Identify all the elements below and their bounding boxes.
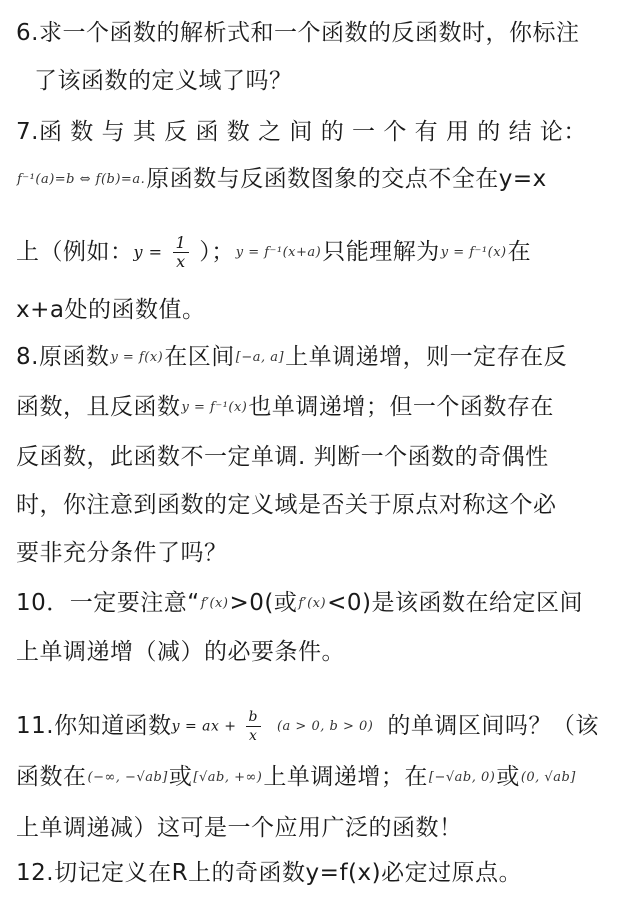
item11-line2-b: 上单调递增；在 — [263, 764, 428, 790]
item11-line2-a: 函数在 — [16, 764, 87, 790]
item10-prefix: 10．一定要注意“ — [16, 590, 200, 616]
item12-line1: 12.切记定义在R上的奇函数y=f(x)必定过原点。 — [16, 860, 523, 886]
item7-line3-mid: ）； — [199, 239, 235, 265]
item10-mid: >0(或 — [229, 590, 298, 616]
item8-line5: 要非充分条件了吗？ — [16, 540, 228, 566]
formula-f: y = f(x) — [110, 349, 164, 365]
item7-line1: 7.函 数 与 其 反 函 数 之 间 的 一 个 有 用 的 结 论： — [16, 119, 587, 145]
item11-line1 — [16, 708, 599, 745]
frac-denominator: x — [176, 252, 186, 271]
formula-inverse: f⁻¹(a)=b ⇔ f(b)=a. — [17, 171, 146, 187]
item11-line3: 上单调递减）这可是一个应用广泛的函数！ — [16, 815, 463, 841]
frac-x: x — [249, 728, 258, 744]
item8-line1 — [16, 342, 567, 373]
formula-interval: [−a, a] — [235, 349, 285, 365]
interval-4: (0, √ab] — [520, 769, 576, 785]
interval-1: (−∞, −√ab] — [87, 769, 168, 785]
formula-fprime-1: f′(x) — [200, 595, 229, 611]
item8-line2-b: 也单调递增；但一个函数存在 — [248, 394, 554, 420]
item11-prefix: 11.你知道函数 — [16, 713, 172, 739]
item7-line2 — [16, 164, 547, 195]
item11-line2 — [16, 762, 577, 793]
item8-line4: 时，你注意到函数的定义域是否关于原点对称这个必 — [16, 492, 557, 518]
item6-line1: 6.求一个函数的解析式和一个函数的反函数时，你标注 — [16, 20, 580, 46]
item7-line2-text: 原函数与反函数图象的交点不全在y=x — [146, 166, 547, 192]
item7-line3 — [16, 234, 531, 271]
formula-shift: y = f⁻¹(x+a) — [235, 244, 322, 260]
item7-line4: x+a处的函数值。 — [16, 297, 206, 323]
frac-b: b — [246, 708, 261, 727]
item10-suffix: <0)是该函数在给定区间 — [327, 590, 583, 616]
formula-inv: y = f⁻¹(x) — [181, 399, 248, 415]
or-1: 或 — [168, 764, 193, 790]
item10-line1 — [16, 588, 583, 619]
item7-line3-prefix: 上（例如： — [16, 239, 134, 265]
frac-numerator: 1 — [173, 234, 190, 253]
item8-prefix: 8.原函数 — [16, 344, 110, 370]
fraction-1-over-x — [173, 234, 190, 271]
interval-3: [−√ab, 0) — [428, 769, 496, 785]
item6-line2: 了该函数的定义域了吗？ — [34, 68, 293, 94]
item8-line3: 反函数，此函数不一定单调. 判断一个函数的奇偶性 — [16, 444, 549, 470]
item8-text-interval: 在区间 — [164, 344, 235, 370]
item8-text-rest: 上单调递增，则一定存在反 — [285, 344, 568, 370]
or-2: 或 — [496, 764, 520, 790]
item7-line3-text2: 只能理解为 — [322, 239, 440, 265]
interval-2: [√ab, +∞) — [193, 769, 263, 785]
formula-condition: (a > 0, b > 0) — [276, 718, 374, 734]
item8-line2 — [16, 392, 554, 423]
formula-func: y = ax + — [171, 718, 242, 735]
item10-line2: 上单调递增（减）的必要条件。 — [16, 639, 345, 665]
formula-inv-x: y = f⁻¹(x) — [440, 244, 507, 260]
item11-suffix: 的单调区间吗？（该 — [387, 713, 599, 739]
item8-line2-a: 函数，且反函数 — [16, 394, 181, 420]
item7-line3-end: 在 — [507, 239, 532, 265]
fraction-b-over-x — [246, 708, 261, 745]
formula-fprime-2: f′(x) — [298, 595, 327, 611]
frac-lhs: y = — [133, 242, 163, 262]
